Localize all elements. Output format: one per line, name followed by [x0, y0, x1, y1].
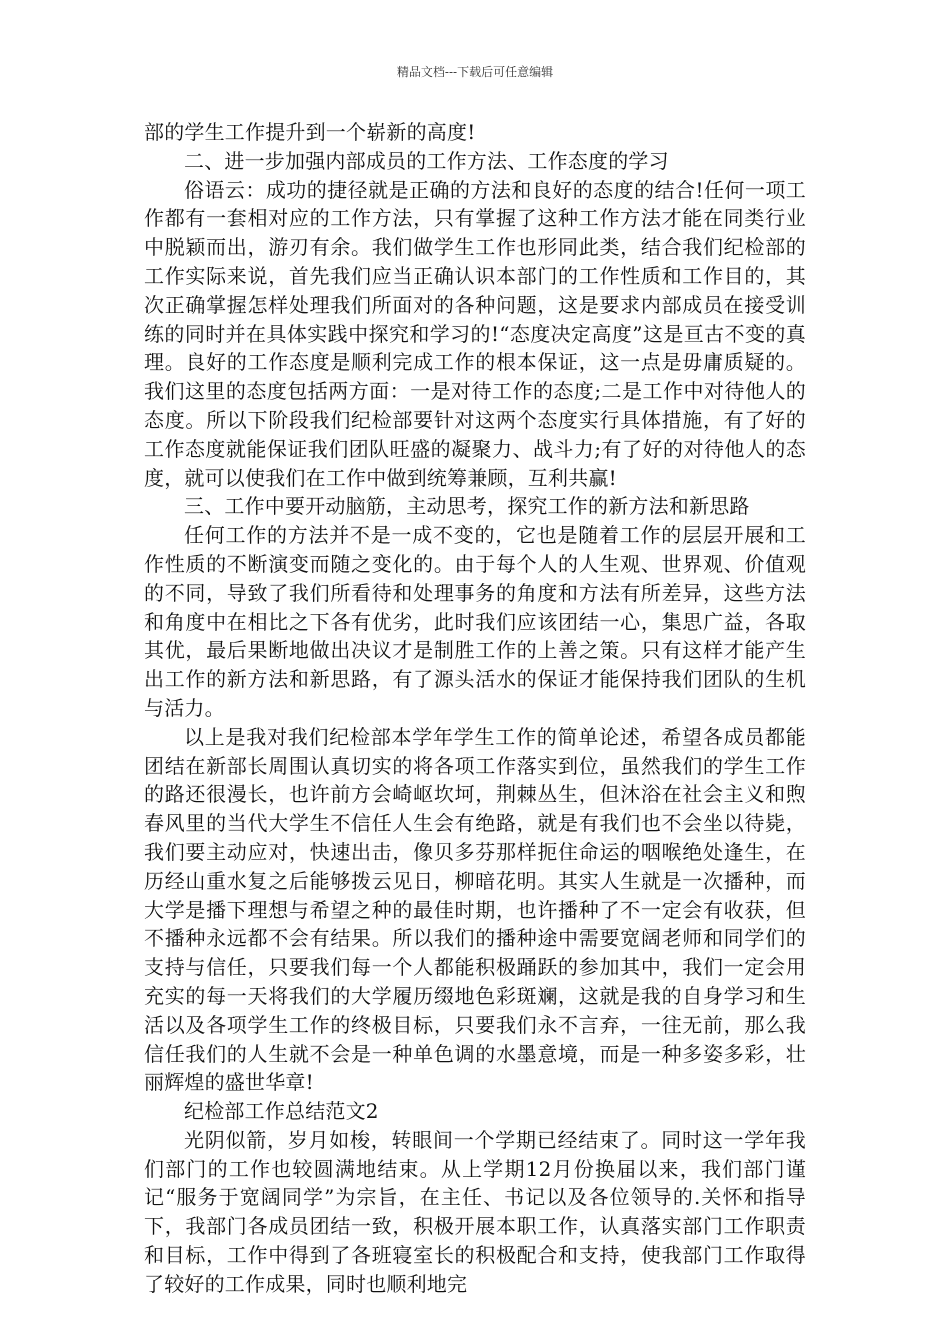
section-heading-2: 二、进一步加强内部成员的工作方法、工作态度的学习 — [184, 148, 669, 173]
paragraph-5: 任何工作的方法并不是一成不变的，它也是随着工作的层层开展和工作性质的不断演变而随之变化的。由于每个人的人生观、世界观、价值观的不同，导致了我们所看待和处理事务的角度和方法有所差异，这些方法和角度中在相比之下各有优劣，此时我们应该团结一心，集思广益，各取其优，最后果断地做出决议才是制胜工作的上善之策。只有这样才能产生出工作的新方法和新思路，有了源头活水的保证才能保持我们团队的生机与活力。 — [144, 523, 806, 720]
section-heading-3: 三、工作中要开动脑筋，主动思考，探究工作的新方法和新思路 — [184, 494, 750, 519]
document-body — [144, 118, 806, 1299]
article-title-2: 纪检部工作总结范文2 — [184, 1099, 379, 1124]
paragraph-8: 光阴似箭，岁月如梭，转眼间一个学期已经结束了。同时这一学年我们部门的工作也较圆满地结束。从上学期12月份换届以来，我们部门谨记“服务于宽阔同学”为宗旨，在主任、书记以及各位领导的.关怀和指导下，我部门各成员团结一致，积极开展本职工作，认真落实部门工作职责和目标，工作中得到了各班寝室长的积极配合和支持，使我部门工作取得了较好的工作成果，同时也顺利地完 — [144, 1127, 806, 1296]
paragraph-1: 部的学生工作提升到一个崭新的高度! — [144, 120, 476, 144]
paragraph-6: 以上是我对我们纪检部本学年学生工作的简单论述，希望各成员都能团结在新部长周围认真切实的将各项工作落实到位，虽然我们的学生工作的路还很漫长，也许前方会崎岖坎坷，荆棘丛生，但沐浴在社会主义和煦春风里的当代大学生不信任人生会有绝路，就是有我们也不会坐以待毙，我们要主动应对，快速出击，像贝多芬那样扼住命运的咽喉绝处逢生，在历经山重水复之后能够拨云见日，柳暗花明。其实人生就是一次播种，而大学是播下理想与希望之种的最佳时期，也许播种了不一定会有收获，但不播种永远都不会有结果。所以我们的播种途中需要宽阔老师和同学们的支持与信任，只要我们每一个人都能积极踊跃的参加其中，我们一定会用充实的每一天将我们的大学履历缀地色彩斑斓，这就是我的自身学习和生活以及各项学生工作的终极目标，只要我们永不言弃，一往无前，那么我信任我们的人生就不会是一种单色调的水墨意境，而是一种多姿多彩，壮丽辉煌的盛世华章! — [144, 724, 806, 1095]
page-header: 精品文档---下载后可任意编辑 — [396, 65, 554, 79]
paragraph-3: 俗语云：成功的捷径就是正确的方法和良好的态度的结合!任何一项工作都有一套相对应的工作方法，只有掌握了这种工作方法才能在同类行业中脱颖而出，游刃有余。我们做学生工作也形同此类，结合我们纪检部的工作实际来说，首先我们应当正确认识本部门的工作性质和工作目的，其次正确掌握怎样处理我们所面对的各种问题，这是要求内部成员在接受训练的同时并在具体实践中探究和学习的!“态度决定高度”这是亘古不变的真理。良好的工作态度是顺利完成工作的根本保证，这一点是毋庸质疑的。我们这里的态度包括两方面：一是对待工作的态度;二是工作中对待他人的态度。所以下阶段我们纪检部要针对这两个态度实行具体措施，有了好的工作态度就能保证我们团队旺盛的凝聚力、战斗力;有了好的对待他人的态度，就可以使我们在工作中做到统筹兼顾，互利共赢! — [144, 177, 806, 490]
